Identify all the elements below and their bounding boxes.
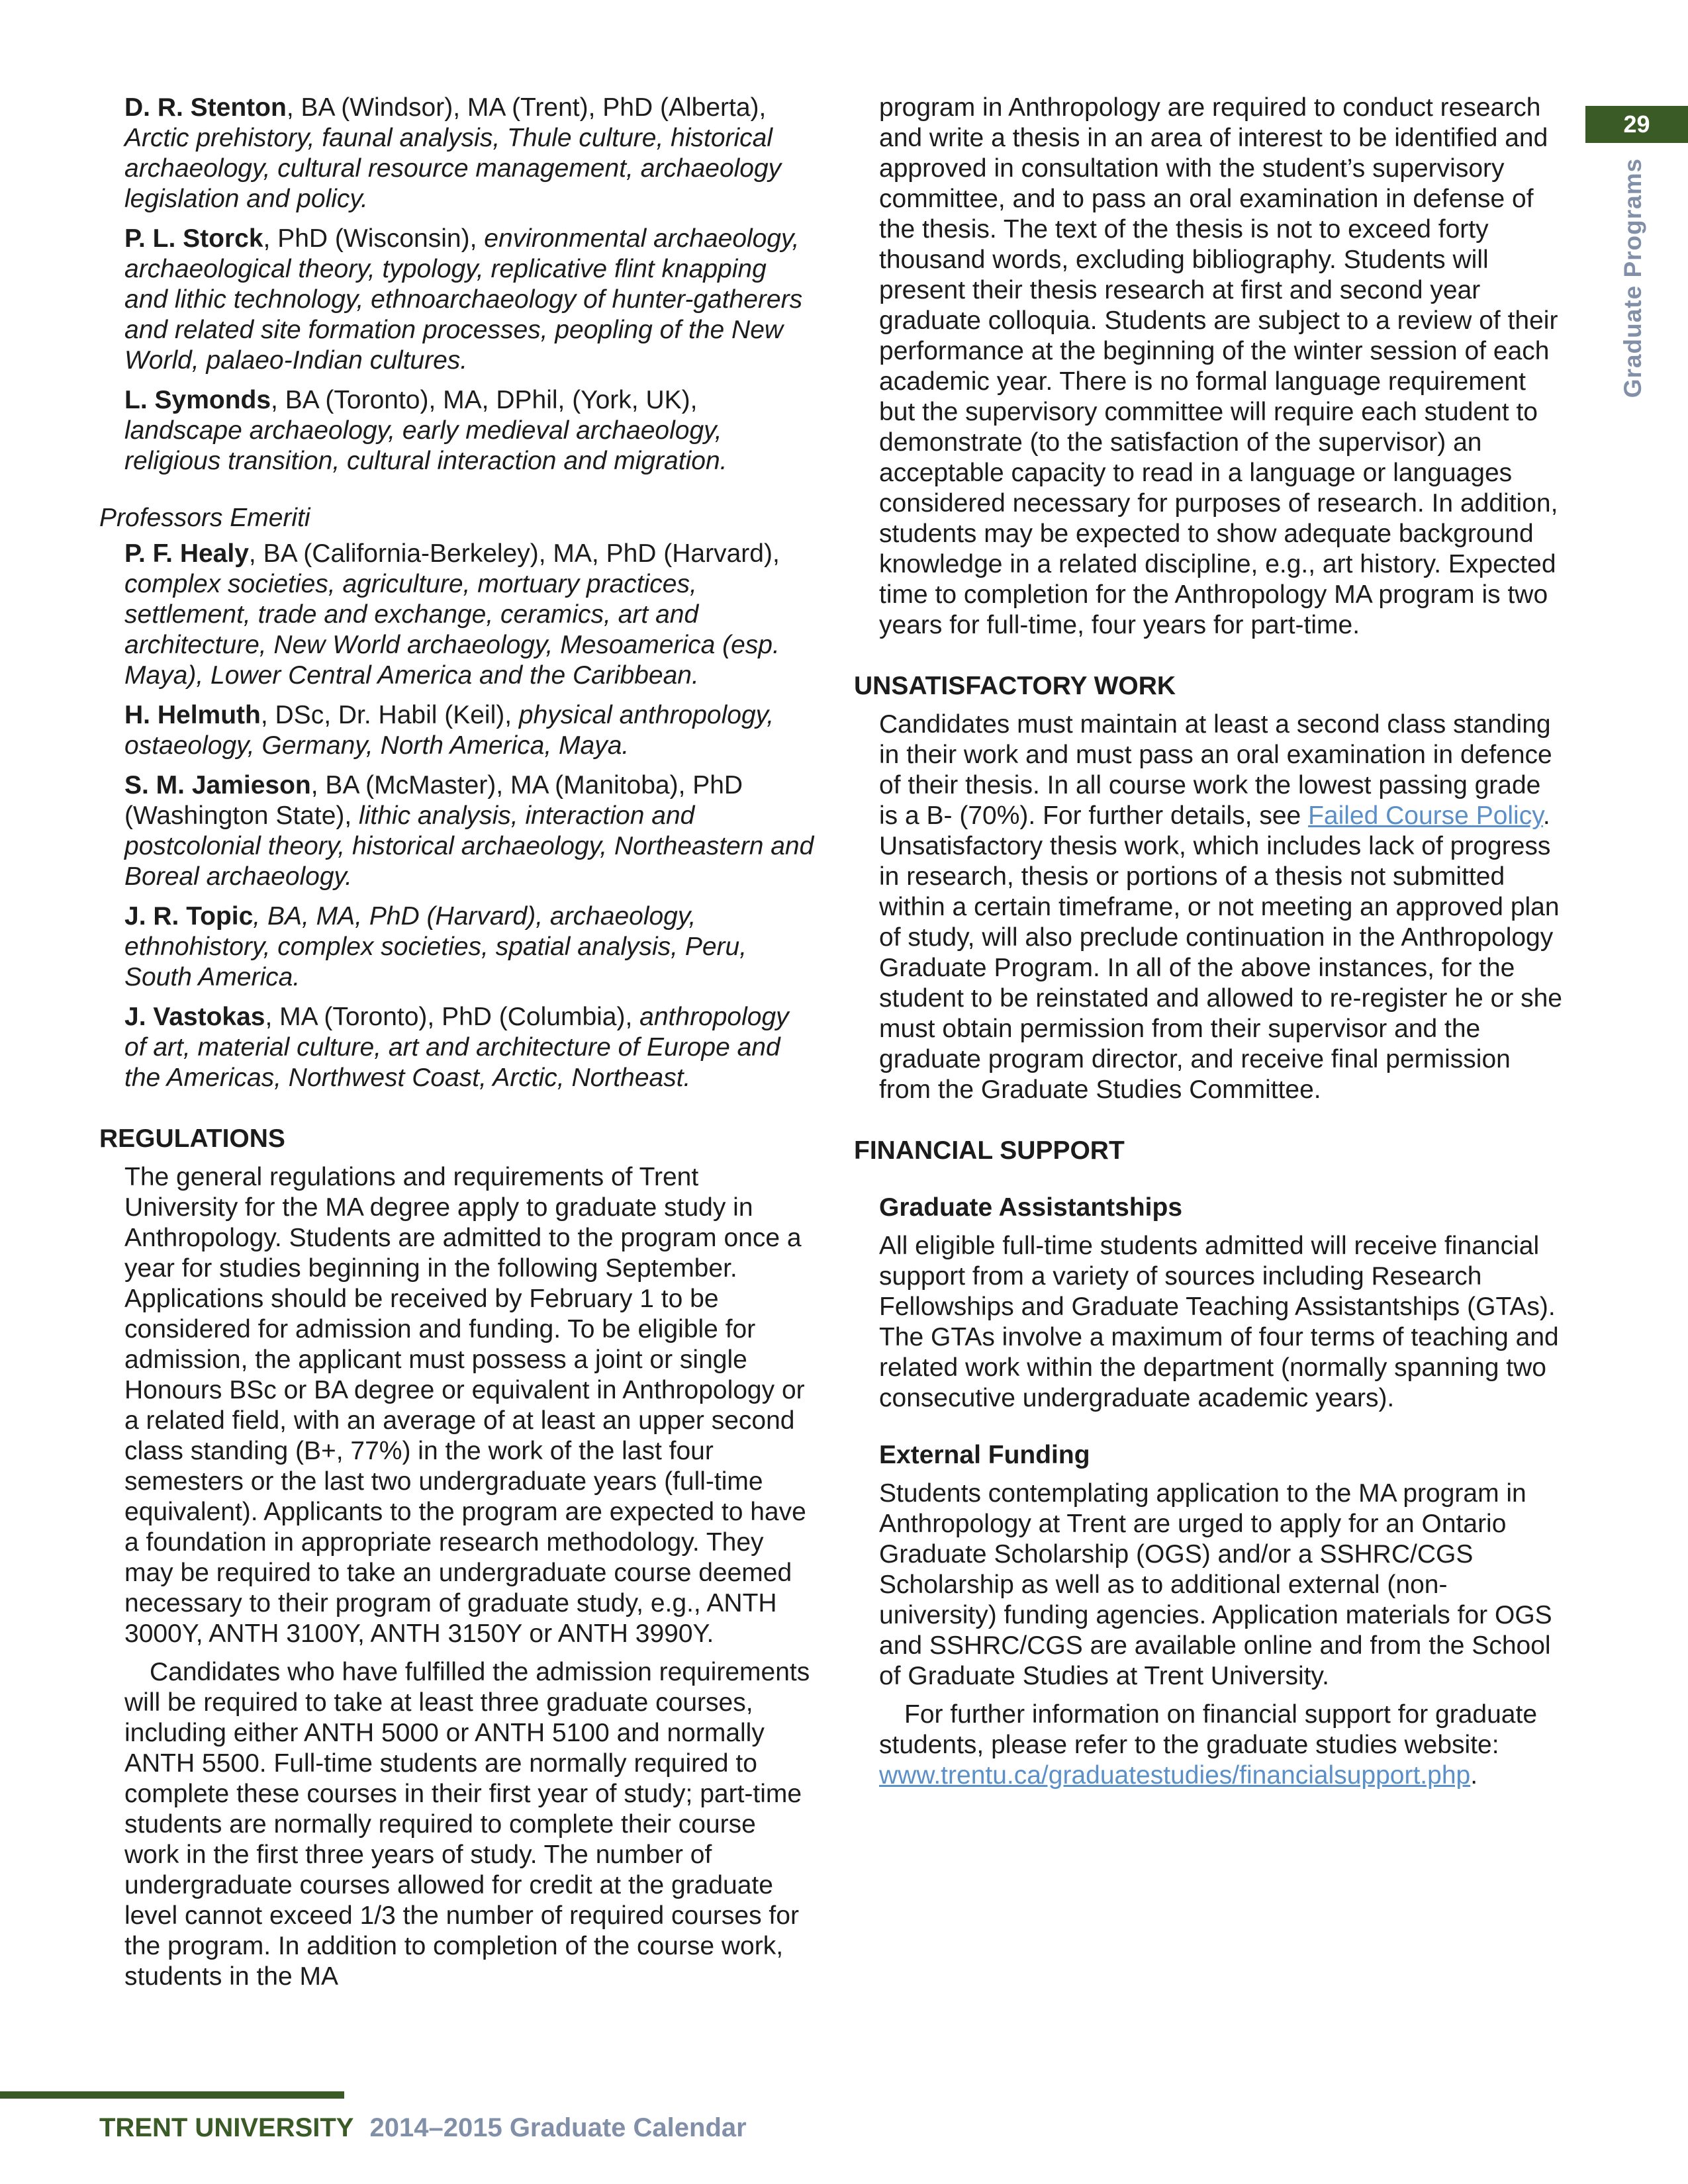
footer-calendar: 2014–2015 Graduate Calendar xyxy=(369,2113,747,2142)
emeritus-credentials: , BA (California-Berkeley), MA, PhD (Harvard), xyxy=(248,539,780,568)
unsatisfactory-work-heading: UNSATISFACTORY WORK xyxy=(854,672,1176,700)
emeritus-entry xyxy=(124,539,814,691)
emeritus-specialty: physical anthropology, ostaeology, Germany, North America, Maya. xyxy=(124,701,774,760)
faculty-specialty: landscape archaeology, early medieval archaeology, religious transition, cultural interaction and migration. xyxy=(124,416,727,475)
graduate-assistantships-paragraph: All eligible full-time students admitted will receive financial support from a variety of sources including Research Fellowships and Graduate Teaching Assistantships (GTAs). The GTAs involve a maximum of four terms of teaching and related work within the department (normally spanning two consecutive undergraduate academic years). xyxy=(879,1232,1559,1412)
footer-university: TRENT UNIVERSITY xyxy=(99,2113,354,2142)
regulations-heading: REGULATIONS xyxy=(99,1124,285,1153)
failed-course-policy-link[interactable]: Failed Course Policy xyxy=(1308,801,1543,830)
url-suffix: . xyxy=(1470,1761,1478,1790)
emeritus-name: P. F. Healy xyxy=(124,539,249,568)
emeritus-specialty: lithic analysis, interaction and postcolonial theory, historical archaeology, Northeastern and Boreal archaeology. xyxy=(124,801,814,891)
emeritus-name: S. M. Jamieson xyxy=(124,771,311,799)
faculty-entry xyxy=(124,224,814,376)
emeritus-name: J. Vastokas xyxy=(124,1003,265,1031)
right-column xyxy=(854,93,1562,1799)
unsatisfactory-text: Candidates must maintain at least a second class standing in their work and must pass an oral examination in defence of their thesis. In all course work the lowest passing grade is a B- (70%). For further details, see xyxy=(879,710,1552,830)
faculty-entry xyxy=(124,385,814,477)
emeritus-specialty: , BA, MA, PhD (Harvard), archaeology, ethnohistory, complex societies, spatial analysis, Peru, South America. xyxy=(124,902,747,991)
emeritus-entry xyxy=(124,770,814,892)
faculty-specialty: Arctic prehistory, faunal analysis, Thule culture, historical archaeology, cultural resource management, archaeology legislation and policy. xyxy=(124,124,782,213)
external-funding-heading: External Funding xyxy=(879,1441,1090,1469)
section-side-label: Graduate Programs xyxy=(1619,158,1646,398)
page-number: 29 xyxy=(1585,106,1688,143)
emeritus-specialty: complex societies, agriculture, mortuary practices, settlement, trade and exchange, ceramics, art and architecture, New World archaeology, Mesoamerica (esp. Maya), Lower Central America and the Caribbean. xyxy=(124,570,780,690)
faculty-entry xyxy=(124,93,814,214)
faculty-specialty: environmental archaeology, archaeological theory, typology, replicative flint knapping and lithic technology, ethnoarchaeology of hunter-gatherers and related site formation processes, peopling of the New World, palaeo-Indian cultures. xyxy=(124,224,803,375)
further-information-paragraph xyxy=(879,1700,1562,1791)
footer xyxy=(99,2111,747,2144)
faculty-name: P. L. Storck xyxy=(124,224,263,253)
emeritus-specialty: anthropology of art, material culture, art and architecture of Europe and the Americas, Northwest Coast, Arctic, Northeast. xyxy=(124,1003,789,1092)
emeritus-credentials: , DSc, Dr. Habil (Keil), xyxy=(260,701,512,729)
emeritus-credentials: , MA (Toronto), PhD (Columbia), xyxy=(265,1003,633,1031)
unsatisfactory-work-paragraph xyxy=(879,709,1562,1105)
emeriti-heading: Professors Emeriti xyxy=(99,504,310,532)
regulations-paragraph-continued: program in Anthropology are required to conduct research and write a thesis in an area of interest to be identified and approved in consultation with the student’s supervisory committee, and to pass an oral examination in defense of the thesis. The text of the thesis is not to exceed forty thousand words, excluding bibliography. Students will present their thesis research at first and second year graduate colloquia. Students are subject to a review of their performance at the beginning of the winter session of each academic year. There is no formal language requirement but the supervisory committee will require each student to demonstrate (to the satisfaction of the supervisor) an acceptable capacity to read in a language or languages considered necessary for purposes of research. In addition, students may be expected to show adequate background knowledge in a related discipline, e.g., art history. Expected time to completion for the Anthropology MA program is two years for full-time, four years for part-time. xyxy=(879,93,1558,639)
external-funding-paragraph: Students contemplating application to the MA program in Anthropology at Trent are urged to apply for an Ontario Graduate Scholarship (OGS) and/or a SSHRC/CGS Scholarship as well as to additional external (non-university) funding agencies. Application materials for OGS and SSHRC/CGS are available online and from the School of Graduate Studies at Trent University. xyxy=(879,1479,1552,1690)
footer-rule xyxy=(0,2091,344,2099)
emeritus-credentials: , BA (McMaster), MA (Manitoba), PhD (Washington State), xyxy=(124,771,743,830)
graduate-assistantships-heading: Graduate Assistantships xyxy=(879,1193,1183,1222)
emeritus-entry xyxy=(124,901,814,993)
left-column xyxy=(99,93,814,2000)
financial-support-heading: FINANCIAL SUPPORT xyxy=(854,1136,1125,1165)
further-information-text: For further information on financial support for graduate students, please refer to the graduate studies website: xyxy=(879,1700,1538,1759)
financial-support-url-link[interactable]: www.trentu.ca/graduatestudies/financialsupport.php xyxy=(879,1761,1471,1790)
faculty-name: D. R. Stenton xyxy=(124,93,287,122)
faculty-credentials: , PhD (Wisconsin), xyxy=(263,224,477,253)
regulations-paragraph: The general regulations and requirements of Trent University for the MA degree apply to graduate study in Anthropology. Students are admitted to the program once a year for studies beginning in the following September. Applications should be received by February 1 to be considered for admission and funding. To be eligible for admission, the applicant must possess a joint or single Honours BSc or BA degree or equivalent in Anthropology or a related field, with an average of at least an upper second class standing (B+, 77%) in the work of the last four semesters or the last two undergraduate years (full-time equivalent). Applicants to the program are expected to have a foundation in appropriate research methodology. They may be required to take an undergraduate course deemed necessary to their program of graduate study, e.g., ANTH 3000Y, ANTH 3100Y, ANTH 3150Y or ANTH 3990Y. xyxy=(124,1163,806,1648)
emeritus-name: H. Helmuth xyxy=(124,701,261,729)
faculty-name: L. Symonds xyxy=(124,386,271,414)
faculty-credentials: , BA (Toronto), MA, DPhil, (York, UK), xyxy=(271,386,698,414)
regulations-paragraph: Candidates who have fulfilled the admission requirements will be required to take at least three graduate courses, including either ANTH 5000 or ANTH 5100 and normally ANTH 5500. Full-time students are normally required to complete these courses in their first year of study; part-time students are normally required to complete their course work in the first three years of study. The number of undergraduate courses allowed for credit at the graduate level cannot exceed 1/3 the number of required courses for the program. In addition to completion of the course work, students in the MA xyxy=(124,1658,810,1991)
emeritus-entry xyxy=(124,1002,814,1093)
faculty-credentials: , BA (Windsor), MA (Trent), PhD (Alberta), xyxy=(286,93,767,122)
emeritus-name: J. R. Topic xyxy=(124,902,254,931)
unsatisfactory-text: . Unsatisfactory thesis work, which includes lack of progress in research, thesis or portions of a thesis not submitted within a certain timeframe, or not meeting an approved plan of study, will also preclude continuation in the Anthropology Graduate Program. In all of the above instances, for the student to be reinstated and allowed to re-register he or she must obtain permission from their supervisor and the graduate program director, and receive final permission from the Graduate Studies Committee. xyxy=(879,801,1562,1104)
emeritus-entry xyxy=(124,700,814,761)
